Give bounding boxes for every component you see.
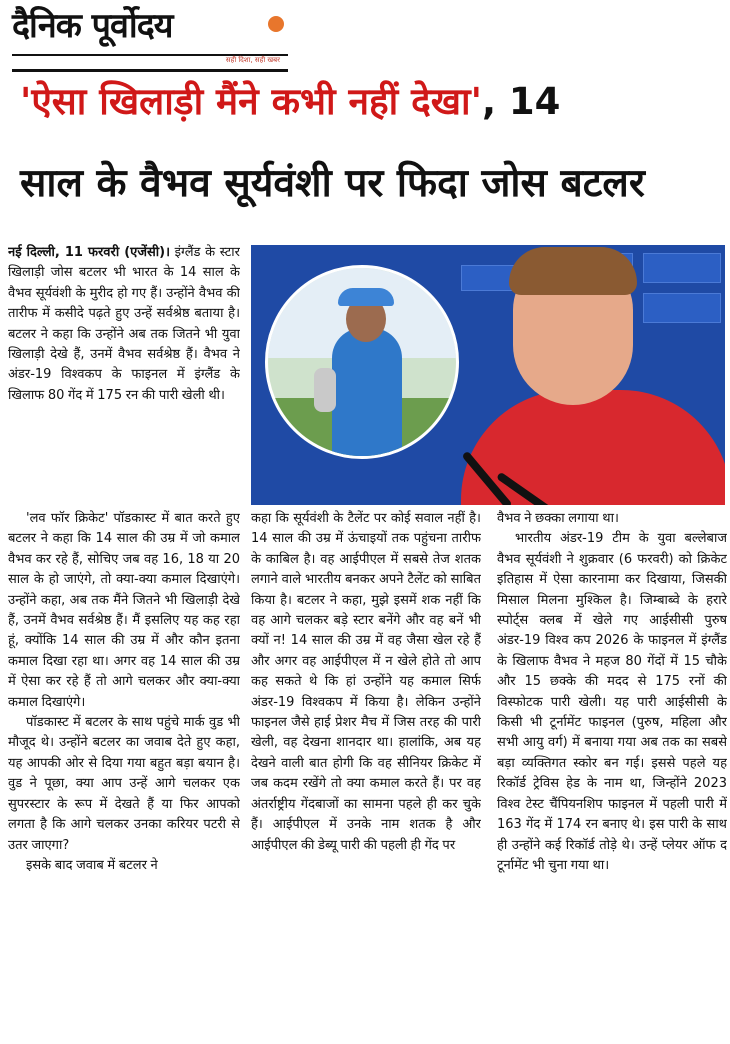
article-paragraph: पॉडकास्ट में बटलर के साथ पहुंचे मार्क वुड भी मौजूद थे। उन्होंने बटलर का जवाब देते हुए कहा, यह आपकी ओर से दिया गया बहुत बड़ा बयान है। वुड ने पूछा, क्या आप उन्हें आगे चलकर एक सुपरस्टार के रूप में देखते हैं या फिर आपको लगता है कि आगे चलकर उनका करियर पटरी से उतर जाएगा? [8,715,240,853]
article-column-2 [251,509,481,1041]
headline-quote: 'ऐसा खिलाड़ी मैंने कभी नहीं देखा' [20,80,482,123]
backdrop-panel [643,293,721,323]
article-paragraph: भारतीय अंडर-19 टीम के युवा बल्लेबाज वैभव सूर्यवंशी ने शुक्रवार (6 फरवरी) को क्रिकेट इतिहास में ऐसा कारनामा कर दिखाया, जिसकी मिसाल मिलना मुश्किल है। जिम्बाब्वे के हरारे स्पोर्ट्स क्लब में खेले गए आईसीसी पुरुष अंडर-19 विश्व कप 2026 के फाइनल में इंग्लैंड के खिलाफ वैभव ने महज 80 गेंदों में 15 चौके और 15 छक्के की मदद से 175 रनों की विस्फोटक पारी खेली। यह पारी आईसीसी के किसी भी टूर्नामेंट फाइनल (पुरुष, महिला और सभी आयु वर्ग) में बनाया गया अब तक का सबसे बड़ा व्यक्तिगत स्कोर बन गई। इससे पहले यह रिकॉर्ड ट्रेविस हेड के नाम था, जिन्होंने 2023 विश्व टेस्ट चैंपियनशिप फाइनल में पहली पारी में 163 गेंद में 174 रन बनाए थे। इस पारी के साथ ही उन्होंने कई रिकॉर्ड तोड़े थे। उन्हें प्लेयर ऑफ द टूर्नामेंट भी चुना गया था। [497,531,727,873]
masthead [12,6,288,70]
inset-photo-vaibhav [265,265,459,459]
masthead-tagline: सही दिशा, सही खबर [225,56,280,64]
butler-hair [509,247,637,295]
article-column-3 [497,509,727,1041]
trophy-icon [314,368,336,412]
inset-hat [338,288,394,306]
article-lead-text: इंग्लैंड के स्टार खिलाड़ी जोस बटलर भी भारत के 14 साल के वैभव सूर्यवंशी के मुरीद हो गए हैं। उन्होंने वैभव की तारीफ में कसीदे पढ़ते हुए उन्हें सर्वश्रेष्ठ बताया है। बटलर ने कहा कि उन्होंने अब तक जितने भी युवा खिलाड़ी देखे हैं, उनमें वैभव सर्वश्रेष्ठ हैं। वैभव ने अंडर-19 विश्वकप के फाइनल में इंग्लैंड के खिलाफ 80 गेंद में 175 रन की पारी खेली थी। [8,245,240,403]
article-photo [251,245,725,505]
backdrop-panel [643,253,721,283]
article-paragraph: वैभव ने छक्का लगाया था। [497,511,619,526]
dateline: नई दिल्ली, 11 फरवरी (एजेंसी)। [8,245,171,260]
article-column-1 [8,509,240,1041]
logo-dot-icon [268,16,284,32]
inset-player [332,328,402,459]
newspaper-logo: दैनिक पूर्वोदय [12,6,173,46]
headline-line-1-rest: , 14 [481,80,561,123]
masthead-rule-bottom [12,69,288,72]
article-paragraph: इसके बाद जवाब में बटलर ने [26,857,158,873]
article-paragraph: कहा कि सूर्यवंशी के टैलेंट पर कोई सवाल नहीं है। 14 साल की उम्र में ऊंचाइयों तक पहुंचना तारीफ के काबिल है। वह आईपीएल में सबसे तेज शतक लगाने वाले भारतीय बनकर अपने टैलेंट को साबित किया है। बटलर ने कहा, मुझे इसमें शक नहीं कि वह आगे चलकर बड़े स्टार बनेंगे और वह बनें भी क्यों न! 14 साल की उम्र में वह जैसा खेल रहे हैं और अगर वह आईपीएल में न खेले होते तो आप कह सकते थे कि हां उन्होंने यह कमाल सिर्फ अंडर-19 विश्वकप में किया है। लेकिन उन्होंने फाइनल जैसे हाई प्रेशर मैच में जिस तरह की पारी खेली, वह देखना शानदार था। हालांकि, अब यह देखने वाली बात होगी कि वह सीनियर क्रिकेट में जब कदम रखेंगे तो क्या कमाल करते हैं। पर वह अंतर्राष्ट्रीय गेंदबाजों का सामना पहले ही कर चुके हैं। आईपीएल में उनके नाम शतक है और आईपीएल की डेब्यू पारी की पहली ही गेंद पर [251,511,481,853]
headline-line-2: साल के वैभव सूर्यवंशी पर फिदा जोस बटलर [20,161,645,206]
article-paragraph: 'लव फॉर क्रिकेट' पॉडकास्ट में बात करते हुए बटलर ने कहा कि 14 साल की उम्र में जो कमाल वैभव कर रहे हैं, सोचिए जब वह 16, 18 या 20 साल के हो जाएंगे, तो क्या-क्या कमाल दिखाएंगे। उन्होंने कहा, अब तक मैंने जितने भी खिलाड़ी देखे हैं, उनमें वैभव सर्वश्रेष्ठ हैं। मैं इसलिए यह कह रहा हूं, क्योंकि 14 साल की उम्र में और कौन इतना कमाल दिखा रहा था। अगर वह 14 साल की उम्र में ऐसा कर रहे हैं तो आगे चलकर और क्या-क्या कमाल दिखाएंगे। [8,511,240,710]
headline-line-1 [20,78,710,126]
article-column-1-top [8,243,240,505]
butler-shirt [461,390,725,505]
